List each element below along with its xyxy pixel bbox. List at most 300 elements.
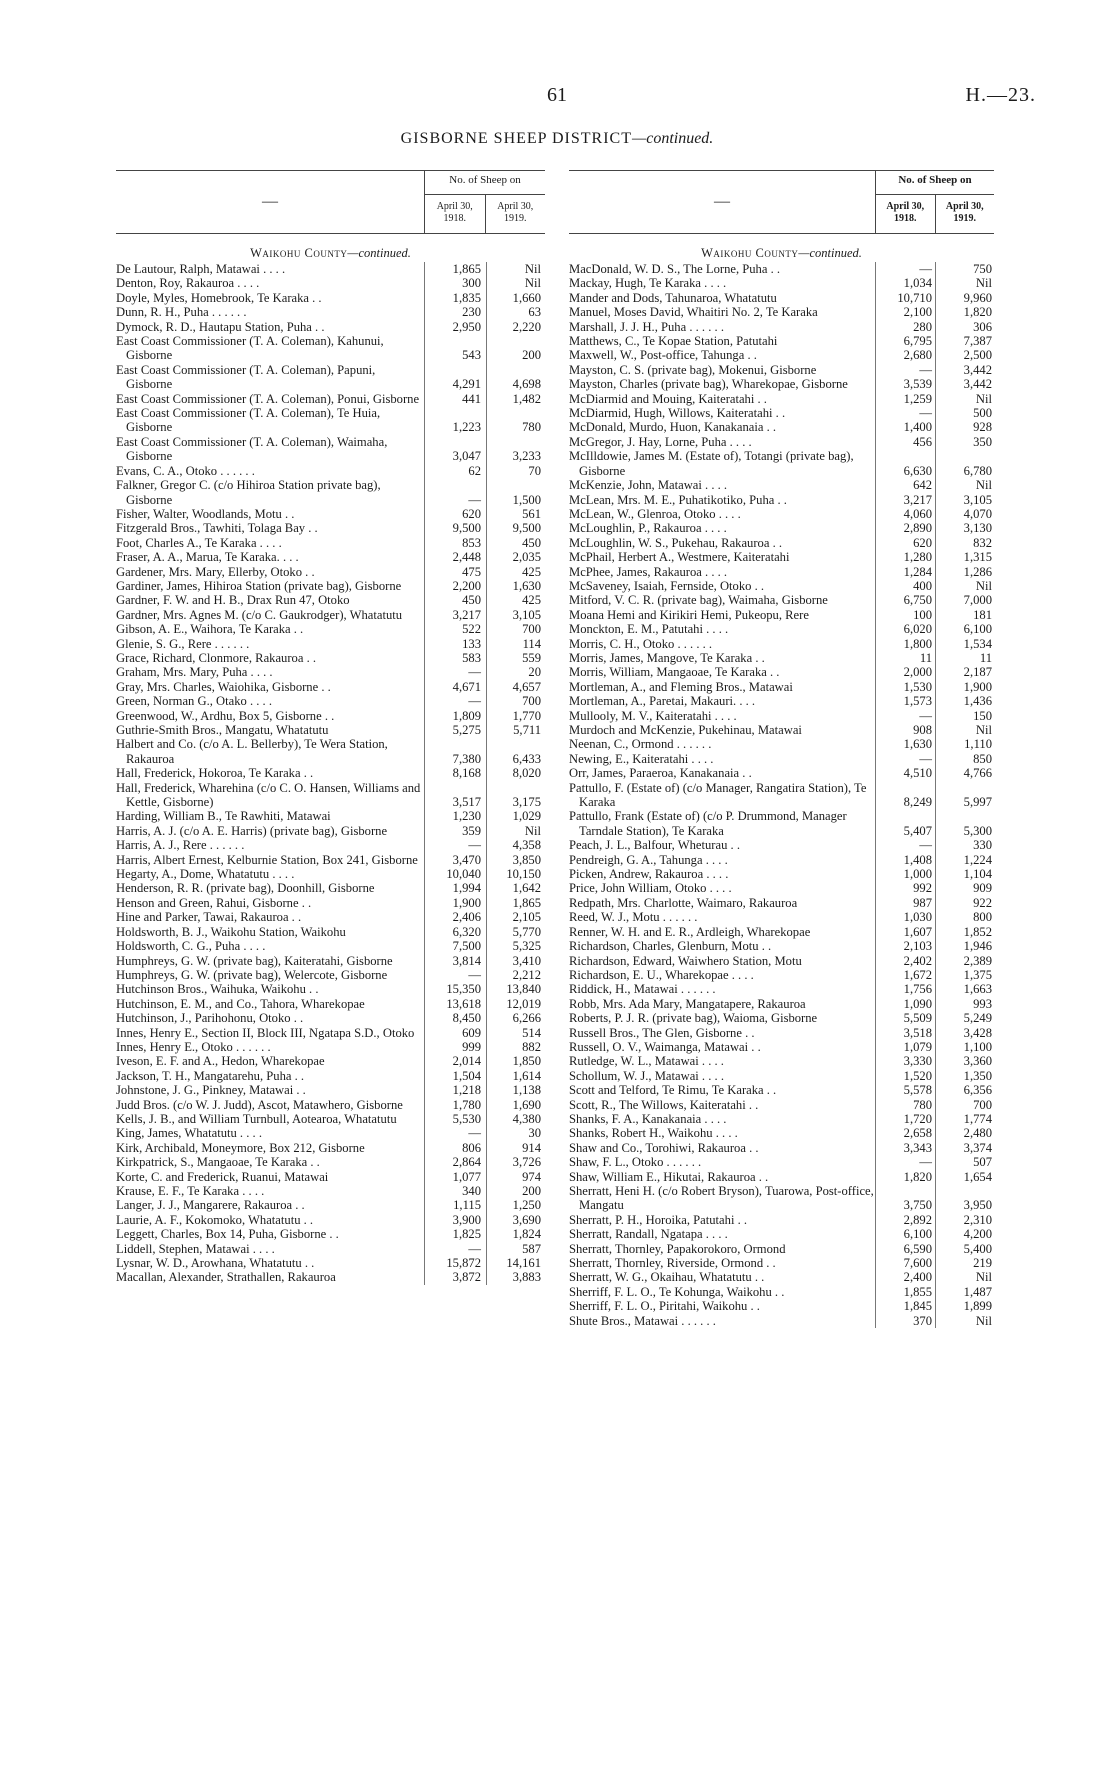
sheep-1918: 1,720 <box>903 1111 932 1126</box>
sheep-1918: 5,275 <box>452 723 481 737</box>
sheep-1918: 5,578 <box>903 1083 932 1098</box>
table-row <box>116 1098 545 1112</box>
document-code: H.—23. <box>965 84 1036 106</box>
page-number: 61 <box>547 84 567 106</box>
sheep-1919: 882 <box>522 1039 541 1054</box>
table-row <box>116 1270 545 1284</box>
owner-name: Sherratt, P. H., Horoika, Patutahi . . <box>569 1212 748 1227</box>
owner-name: Rutledge, W. L., Matawai . . . . <box>569 1054 724 1069</box>
sheep-1919: 3,726 <box>512 1155 541 1170</box>
table-row <box>116 1112 545 1126</box>
sheep-1919: 200 <box>522 348 541 363</box>
owner-name: Murdoch and McKenzie, Pukehinau, Matawai <box>569 723 802 737</box>
sheep-1918: 6,020 <box>903 622 932 637</box>
sheep-1919: 219 <box>973 1256 992 1271</box>
owner-name: Russell, O. V., Waimanga, Matawai . . <box>569 1039 761 1054</box>
sheep-1918: 1,115 <box>453 1198 481 1213</box>
owner-name: Monckton, E. M., Patutahi . . . . <box>569 622 729 637</box>
sheep-1918: 2,658 <box>903 1126 932 1141</box>
sheep-1919: 1,482 <box>512 391 541 406</box>
sheep-1918: — <box>919 838 932 853</box>
sheep-1918: 1,573 <box>903 694 932 709</box>
sheep-1919: 8,020 <box>512 766 541 781</box>
table-row <box>569 665 994 679</box>
table-row <box>569 723 994 737</box>
sheep-1919: 1,104 <box>963 867 992 882</box>
sheep-1918: — <box>919 1155 932 1170</box>
table-row <box>569 262 994 276</box>
table-row <box>116 1054 545 1068</box>
table-row <box>569 1112 994 1126</box>
sheep-1918: 2,100 <box>903 305 932 320</box>
owner-name: McLoughlin, P., Rakauroa . . . . <box>569 521 727 536</box>
sheep-1918: 1,845 <box>903 1299 932 1314</box>
county-heading-left <box>116 244 545 262</box>
owner-name: Glenie, S. G., Rere . . . . . . <box>116 636 250 651</box>
sheep-1918: — <box>919 362 932 377</box>
table-row <box>569 1054 994 1068</box>
sheep-1919: 561 <box>522 506 541 521</box>
owner-name: Gibson, A. E., Waihora, Te Karaka . . <box>116 622 304 637</box>
owner-name: Langer, J. J., Mangarere, Rakauroa . . <box>116 1198 305 1213</box>
owner-name: Gray, Mrs. Charles, Waiohika, Gisborne . . <box>116 679 331 694</box>
sheep-1919: 1,654 <box>963 1169 992 1184</box>
sheep-1919: 559 <box>522 650 541 665</box>
owner-name: Peach, J. L., Balfour, Wheturau . . <box>569 838 740 853</box>
sheep-1919: 1,487 <box>963 1284 992 1299</box>
sheep-1918: 2,890 <box>903 521 932 536</box>
table-row <box>569 997 994 1011</box>
table-row <box>116 1069 545 1083</box>
owner-name: Orr, James, Paraeroa, Kanakanaia . . <box>569 766 752 781</box>
sheep-1919: 3,850 <box>512 852 541 867</box>
owner-name: Sherratt, Thornley, Riverside, Ormond . . <box>569 1256 776 1271</box>
sheep-1918: 3,539 <box>903 377 932 392</box>
sheep-1918: 1,630 <box>903 737 932 752</box>
sheep-1918: 1,400 <box>903 420 932 435</box>
owner-name: Shaw, William E., Hikutai, Rakauroa . . <box>569 1169 769 1184</box>
table-row <box>569 276 994 290</box>
table-row <box>116 737 545 766</box>
sheep-1918: 1,504 <box>452 1068 481 1083</box>
sheep-1919: 6,356 <box>963 1083 992 1098</box>
table-row <box>569 608 994 622</box>
sheep-1919: 780 <box>522 420 541 435</box>
sheep-1919: 20 <box>528 665 541 680</box>
sheep-1919: 3,690 <box>512 1212 541 1227</box>
sheep-1919: 4,766 <box>963 766 992 781</box>
sheep-1919: 1,642 <box>512 881 541 896</box>
owner-name: Lysnar, W. D., Arowhana, Whatatutu . . <box>116 1256 315 1271</box>
table-row <box>569 737 994 751</box>
sheep-1919: 700 <box>973 1097 992 1112</box>
owner-name: Halbert and Co. (c/o A. L. Bellerby), Te Wera Station, Rakauroa <box>116 737 388 766</box>
table-row <box>116 867 545 881</box>
sheep-1919: Nil <box>975 478 992 493</box>
owner-name: McLean, Mrs. M. E., Puhatikotiko, Puha . . <box>569 492 787 507</box>
sheep-1918: 456 <box>913 434 932 449</box>
owner-name: Leggett, Charles, Box 14, Puha, Gisborne . . <box>116 1227 339 1242</box>
table-row <box>116 809 545 823</box>
owner-name: Scott, R., The Willows, Kaiteratahi . . <box>569 1097 759 1112</box>
sheep-1919: 181 <box>973 607 992 622</box>
sheep-1919: 12,019 <box>506 996 541 1011</box>
sheep-on-header: No. of Sheep on <box>876 171 994 195</box>
sheep-1919: 13,840 <box>506 982 541 997</box>
table-row <box>569 954 994 968</box>
sheep-1918: 8,450 <box>452 1011 481 1026</box>
owner-name: Graham, Mrs. Mary, Puha . . . . <box>116 665 273 680</box>
owner-name: Shute Bros., Matawai . . . . . . <box>569 1313 716 1328</box>
sheep-1918: 999 <box>462 1039 481 1054</box>
right-column <box>569 170 994 1328</box>
owners-list-left <box>116 262 545 1285</box>
sheep-1918: 15,872 <box>446 1256 481 1271</box>
sheep-1919: 2,212 <box>512 967 541 982</box>
sheep-1918: 3,750 <box>903 1198 932 1213</box>
sheep-1918: 987 <box>913 895 932 910</box>
sheep-1918: 1,030 <box>903 910 932 925</box>
col-1918-header: April 30, 1918. <box>876 195 936 233</box>
sheep-1918: 2,448 <box>452 550 481 565</box>
sheep-1919: 1,865 <box>512 895 541 910</box>
sheep-1919: 1,614 <box>512 1068 541 1083</box>
sheep-1919: Nil <box>975 1270 992 1285</box>
table-row <box>569 1126 994 1140</box>
sheep-1919: 1,100 <box>963 1039 992 1054</box>
sheep-1918: 6,590 <box>903 1241 932 1256</box>
sheep-1918: — <box>468 838 481 853</box>
owner-name: Grace, Richard, Clonmore, Rakauroa . . <box>116 650 317 665</box>
sheep-1919: 3,442 <box>963 362 992 377</box>
sheep-1918: 1,090 <box>903 996 932 1011</box>
owner-name: Gardner, Mrs. Agnes M. (c/o C. Gaukrodger), Whatatutu <box>116 607 403 622</box>
owner-name: McPhee, James, Rakauroa . . . . <box>569 564 728 579</box>
sheep-1918: — <box>919 406 932 421</box>
sheep-1918: 7,600 <box>903 1256 932 1271</box>
sheep-1919: 5,770 <box>512 924 541 939</box>
table-row <box>116 291 545 305</box>
table-row <box>569 406 994 420</box>
owner-name: Sherratt, Randall, Ngatapa . . . . <box>569 1227 728 1242</box>
table-row <box>116 1040 545 1054</box>
sheep-1918: 3,330 <box>903 1054 932 1069</box>
table-row <box>116 262 545 276</box>
county-continued: —continued. <box>347 246 411 260</box>
owner-name: Macallan, Alexander, Strathallen, Rakauroa <box>116 1270 336 1285</box>
sheep-1918: 2,680 <box>903 348 932 363</box>
owner-name: Riddick, H., Matawai . . . . . . <box>569 982 716 997</box>
table-row <box>569 1155 994 1169</box>
table-row <box>116 910 545 924</box>
table-row <box>569 1098 994 1112</box>
sheep-1918: 6,750 <box>903 593 932 608</box>
column-rule <box>935 262 936 1328</box>
owner-name: Harding, William B., Te Rawhiti, Matawai <box>116 809 331 824</box>
sheep-1919: 450 <box>522 535 541 550</box>
table-row <box>569 925 994 939</box>
sheep-1918: 10,710 <box>897 290 932 305</box>
sheep-1918: 6,100 <box>903 1227 932 1242</box>
column-rule <box>424 262 425 1285</box>
sheep-1918: 1,800 <box>903 636 932 651</box>
sheep-1919: 6,433 <box>512 751 541 766</box>
sheep-1919: 2,389 <box>963 953 992 968</box>
owner-name: Robb, Mrs. Ada Mary, Mangatapere, Rakauroa <box>569 996 806 1011</box>
county-name: Waikohu County <box>701 246 799 260</box>
sheep-1919: 4,657 <box>512 679 541 694</box>
sheep-1918: 11 <box>919 650 932 665</box>
county-continued: —continued. <box>798 246 862 260</box>
owner-name: Innes, Henry E., Otoko . . . . . . <box>116 1039 271 1054</box>
table-row <box>116 276 545 290</box>
table-row <box>569 507 994 521</box>
table-row <box>569 752 994 766</box>
sheep-1918: 1,607 <box>903 924 932 939</box>
table-row <box>116 694 545 708</box>
table-row <box>569 377 994 391</box>
table-row <box>116 1227 545 1241</box>
sheep-1919: 1,375 <box>963 967 992 982</box>
sheep-1919: 514 <box>522 1025 541 1040</box>
owner-name: Holdsworth, B. J., Waikohu Station, Waikohu <box>116 924 346 939</box>
table-row <box>116 954 545 968</box>
sheep-1919: 1,899 <box>963 1299 992 1314</box>
owner-name: Evans, C. A., Otoko . . . . . . <box>116 463 255 478</box>
table-row <box>116 1126 545 1140</box>
sheep-1918: 3,217 <box>903 492 932 507</box>
table-row <box>569 593 994 607</box>
owner-name: Mackay, Hugh, Te Karaka . . . . <box>569 276 727 291</box>
owner-name: Innes, Henry E., Section II, Block III, Ngatapa S.D., Otoko <box>116 1025 415 1040</box>
sheep-1918: 2,014 <box>452 1054 481 1069</box>
sheep-1918: 8,168 <box>452 766 481 781</box>
sheep-1918: 1,825 <box>452 1227 481 1242</box>
table-row <box>569 781 994 810</box>
table-row <box>116 665 545 679</box>
table-row <box>569 1083 994 1097</box>
sheep-1919: 2,035 <box>512 550 541 565</box>
owner-name: McDiarmid and Mouing, Kaiteratahi . . <box>569 391 767 406</box>
sheep-1918: 2,406 <box>452 910 481 925</box>
table-row <box>569 637 994 651</box>
sheep-1918: 3,470 <box>452 852 481 867</box>
sheep-1918: 1,218 <box>452 1083 481 1098</box>
sheep-1919: 5,300 <box>963 823 992 838</box>
table-row <box>116 881 545 895</box>
table-row <box>569 1069 994 1083</box>
sheep-1918: — <box>468 694 481 709</box>
sheep-1919: Nil <box>975 578 992 593</box>
table-row <box>569 1270 994 1284</box>
owner-name: Falkner, Gregor C. (c/o Hihiroa Station private bag), Gisborne <box>116 478 381 507</box>
sheep-1918: 1,223 <box>452 420 481 435</box>
sheep-1918: 992 <box>913 881 932 896</box>
owner-name: Richardson, Charles, Glenburn, Motu . . <box>569 939 772 954</box>
sheep-1918: 359 <box>462 823 481 838</box>
owner-name: King, James, Whatatutu . . . . <box>116 1126 262 1141</box>
sheep-1918: 1,034 <box>903 276 932 291</box>
owner-name: Gardener, Mrs. Mary, Ellerby, Otoko . . <box>116 564 315 579</box>
sheep-1919: 150 <box>973 708 992 723</box>
owner-name: Hegarty, A., Dome, Whatatutu . . . . <box>116 867 295 882</box>
owner-name: Greenwood, W., Ardhu, Box 5, Gisborne . . <box>116 708 335 723</box>
table-row <box>569 565 994 579</box>
table-row <box>116 1256 545 1270</box>
table-row <box>569 1184 994 1213</box>
sheep-1918: 1,809 <box>452 708 481 723</box>
owner-name: Fisher, Walter, Woodlands, Motu . . <box>116 506 295 521</box>
table-row <box>569 982 994 996</box>
owner-name: Laurie, A. F., Kokomoko, Whatatutu . . <box>116 1212 314 1227</box>
table-row <box>116 406 545 435</box>
table-row <box>116 637 545 651</box>
sheep-1919: 500 <box>973 406 992 421</box>
table-row <box>569 435 994 449</box>
title-main: GISBORNE SHEEP DISTRICT <box>400 130 632 147</box>
owner-name: Kirk, Archibald, Moneymore, Box 212, Gisborne <box>116 1140 365 1155</box>
sheep-1919: Nil <box>975 723 992 737</box>
owner-name: East Coast Commissioner (T. A. Coleman), Ponui, Gisborne <box>116 391 420 406</box>
sheep-1919: 750 <box>973 262 992 276</box>
sheep-1918: 3,872 <box>452 1270 481 1285</box>
sheep-1918: 62 <box>468 463 481 478</box>
sheep-1918: 1,835 <box>452 290 481 305</box>
sheep-1919: 850 <box>973 751 992 766</box>
owner-name: Fraser, A. A., Marua, Te Karaka. . . . <box>116 550 299 565</box>
sheep-1918: 5,407 <box>903 823 932 838</box>
sheep-1919: 1,663 <box>963 982 992 997</box>
table-row <box>116 435 545 464</box>
sheep-1919: 1,824 <box>512 1227 541 1242</box>
table-row <box>569 1227 994 1241</box>
table-row <box>569 766 994 780</box>
sheep-1918: 1,230 <box>452 809 481 824</box>
sheep-1918: 642 <box>913 478 932 493</box>
sheep-1919: 1,900 <box>963 679 992 694</box>
owner-name: Krause, E. F., Te Karaka . . . . <box>116 1184 265 1198</box>
owner-name: Kirkpatrick, S., Mangaoae, Te Karaka . . <box>116 1155 320 1170</box>
owner-name: Pattullo, F. (Estate of) (c/o Manager, Rangatira Station), Te Karaka <box>569 780 867 810</box>
sheep-1919: 1,946 <box>963 939 992 954</box>
sheep-1919: 70 <box>528 463 541 478</box>
sheep-1918: 1,000 <box>903 867 932 882</box>
owner-name: McDiarmid, Hugh, Willows, Kaiteratahi . . <box>569 406 786 421</box>
owner-name: Johnstone, J. G., Pinkney, Matawai . . <box>116 1083 306 1098</box>
sheep-1918: 6,320 <box>452 924 481 939</box>
owner-name: Liddell, Stephen, Matawai . . . . <box>116 1241 275 1256</box>
sheep-1918: 450 <box>462 593 481 608</box>
sheep-1919: 6,780 <box>963 463 992 478</box>
owner-name: Shaw and Co., Torohiwi, Rakauroa . . <box>569 1140 759 1155</box>
table-row <box>116 1184 545 1198</box>
sheep-1919: 3,360 <box>963 1054 992 1069</box>
owner-name: Hutchinson, J., Parihohonu, Otoko . . <box>116 1011 304 1026</box>
sheep-1919: 63 <box>528 305 541 320</box>
owner-name: Hall, Frederick, Wharehina (c/o C. O. Hansen, Williams and Kettle, Gisborne) <box>116 780 421 810</box>
table-row <box>569 809 994 838</box>
table-row <box>569 521 994 535</box>
owner-name: Humphreys, G. W. (private bag), Welercote, Gisborne <box>116 967 388 982</box>
sheep-1918: 806 <box>462 1140 481 1155</box>
owner-name: East Coast Commissioner (T. A. Coleman), Waimaha, Gisborne <box>116 434 388 464</box>
table-row <box>116 1141 545 1155</box>
sheep-1919: 2,187 <box>963 665 992 680</box>
owner-name: Marshall, J. J. H., Puha . . . . . . <box>569 319 724 334</box>
sheep-1919: 909 <box>973 881 992 896</box>
sheep-1918: — <box>919 708 932 723</box>
sheep-1919: 4,070 <box>963 506 992 521</box>
sheep-1919: 5,711 <box>513 723 541 737</box>
owner-name: Shanks, F. A., Kanakanaia . . . . <box>569 1111 727 1126</box>
sheep-1918: 609 <box>462 1025 481 1040</box>
owner-name: Mander and Dods, Tahunaroa, Whatatutu <box>569 290 777 305</box>
sheep-1919: 3,442 <box>963 377 992 392</box>
table-row <box>116 550 545 564</box>
sheep-1918: 522 <box>462 622 481 637</box>
table-row <box>569 939 994 953</box>
owner-name: Mayston, Charles (private bag), Wharekopae, Gisborne <box>569 377 848 392</box>
sheep-1919: 700 <box>522 622 541 637</box>
sheep-1918: 2,200 <box>452 578 481 593</box>
sheep-1918: 8,249 <box>903 795 932 810</box>
sheep-1919: Nil <box>524 823 541 838</box>
sheep-1918: 3,517 <box>452 795 481 810</box>
sheep-1919: 4,200 <box>963 1227 992 1242</box>
sheep-1918: 2,950 <box>452 319 481 334</box>
owner-name: Morris, William, Mangaoae, Te Karaka . . <box>569 665 780 680</box>
sheep-1918: 2,103 <box>903 939 932 954</box>
sheep-1919: 587 <box>522 1241 541 1256</box>
table-row <box>569 305 994 319</box>
sheep-1919: 3,233 <box>512 449 541 464</box>
sheep-1918: 1,855 <box>903 1284 932 1299</box>
owner-name: Humphreys, G. W. (private bag), Kaiteratahi, Gisborne <box>116 953 393 968</box>
owner-name: Russell Bros., The Glen, Gisborne . . <box>569 1025 755 1040</box>
owner-name: Holdsworth, C. G., Puha . . . . <box>116 939 266 954</box>
sheep-1918: — <box>468 1241 481 1256</box>
sheep-1919: 2,105 <box>512 910 541 925</box>
owner-name: Mitford, V. C. R. (private bag), Waimaha, Gisborne <box>569 593 828 608</box>
column-rule <box>486 262 487 1285</box>
table-row <box>569 1299 994 1313</box>
owner-name: Morris, C. H., Otoko . . . . . . <box>569 636 713 651</box>
owner-name: Richardson, E. U., Wharekopae . . . . <box>569 967 754 982</box>
sheep-1919: 6,100 <box>963 622 992 637</box>
table-row <box>569 881 994 895</box>
owner-name: Mayston, C. S. (private bag), Mokenui, Gisborne <box>569 362 817 377</box>
sheep-1919: Nil <box>524 276 541 291</box>
sheep-1919: 700 <box>522 694 541 709</box>
owner-name: Harris, A. J., Rere . . . . . . <box>116 838 245 853</box>
sheep-1918: 7,380 <box>452 751 481 766</box>
sheep-1919: 4,698 <box>512 377 541 392</box>
owner-name: Hine and Parker, Tawai, Rakauroa . . <box>116 910 302 925</box>
owner-name: MacDonald, W. D. S., The Lorne, Puha . . <box>569 262 781 276</box>
sheep-1919: 1,820 <box>963 305 992 320</box>
table-row <box>569 680 994 694</box>
table-row <box>569 651 994 665</box>
sheep-1919: 3,950 <box>963 1198 992 1213</box>
sheep-1918: 2,892 <box>903 1212 932 1227</box>
table-row <box>569 968 994 982</box>
owner-name: Harris, A. J. (c/o A. E. Harris) (private bag), Gisborne <box>116 823 388 838</box>
table-row <box>116 622 545 636</box>
table-row <box>569 392 994 406</box>
owner-name: Judd Bros. (c/o W. J. Judd), Ascot, Matawhero, Gisborne <box>116 1097 403 1112</box>
sheep-1918: — <box>468 1126 481 1141</box>
sheep-1918: 1,672 <box>903 967 932 982</box>
